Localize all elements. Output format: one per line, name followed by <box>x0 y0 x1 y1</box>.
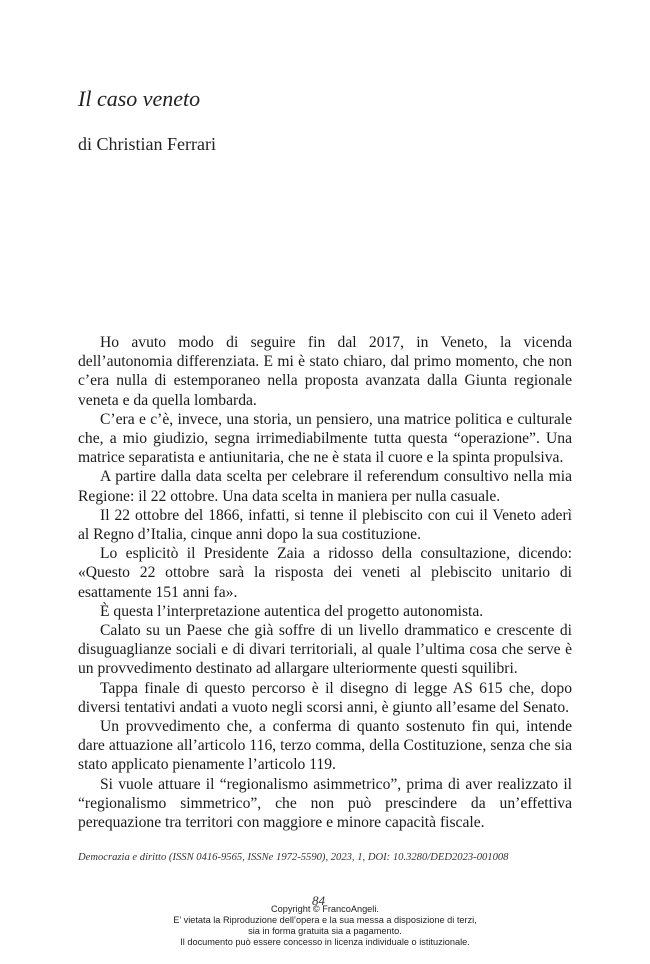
paragraph: A partire dalla data scelta per celebrare il referendum consultivo nella mia Regione: il 22 ottobre. Una data scelta in maniera per nulla casuale. <box>78 468 572 505</box>
paragraph: Ho avuto modo di seguire fin dal 2017, in Veneto, la vicenda dell’autonomia differenziata. E mi è stato chiaro, dal primo momento, che non c’era nulla di estemporaneo nella proposta avanzata dalla Giunta regionale veneta e da quella lombarda. <box>78 334 572 409</box>
copyright-line: E’ vietata la Riproduzione dell’opera e la sua messa a disposizione di terzi, <box>173 915 477 925</box>
article-body <box>78 333 572 832</box>
paragraph: Lo esplicitò il Presidente Zaia a ridosso della consultazione, dicendo: «Questo 22 ottobre sarà la risposta dei veneti al plebiscito unitario di esattamente 151 anni fa». <box>78 545 572 601</box>
copyright-line: Copyright © FrancoAngeli. <box>271 904 379 914</box>
article-author: di Christian Ferrari <box>78 134 216 154</box>
journal-citation: Democrazia e diritto (ISSN 0416-9565, ISSNe 1972-5590), 2023, 1, DOI: 10.3280/DED2023-001008 <box>78 852 509 863</box>
paragraph: Un provvedimento che, a conferma di quanto sostenuto fin qui, intende dare attuazione all’articolo 116, terzo comma, della Costituzione, senza che sia stato applicato pienamente l’articolo 119. <box>78 718 572 774</box>
paragraph: È questa l’interpretazione autentica del progetto autonomista. <box>100 602 484 620</box>
copyright-line: Il documento può essere concesso in licenza individuale o istituzionale. <box>180 937 470 947</box>
paragraph: Il 22 ottobre del 1866, infatti, si tenne il plebiscito con cui il Veneto aderì al Regno d’Italia, cinque anni dopo la sua costituzione. <box>78 506 572 544</box>
copyright-notice <box>0 904 650 948</box>
article-title: Il caso veneto <box>78 86 201 111</box>
paragraph: C’era e c’è, invece, una storia, un pensiero, una matrice politica e culturale che, a mio giudizio, segna irrimediabilmente tutta questa “operazione”. Una matrice separatista e antiunitaria, che ne è stata il cuore e la spinta propulsiva. <box>78 410 572 467</box>
page-number: 84 <box>312 893 325 908</box>
copyright-line: sia in forma gratuita sia a pagamento. <box>248 926 402 936</box>
paragraph: Calato su un Paese che già soffre di un livello drammatico e crescente di disuguaglianze sociali e di divari territoriali, al quale l’ultima cosa che serve è un provvedimento destinato ad allargare ulteriormente questi squilibri. <box>78 622 572 678</box>
paragraph: Si vuole attuare il “regionalismo asimmetrico”, prima di aver realizzato il “regionalismo simmetrico”, che non può prescindere da un’effettiva perequazione tra territori con maggiore e minore capacità fiscale. <box>78 775 572 832</box>
paragraph: Tappa finale di questo percorso è il disegno di legge AS 615 che, dopo diversi tentativi andati a vuoto negli scorsi anni, è giunto all’esame del Senato. <box>78 679 572 716</box>
